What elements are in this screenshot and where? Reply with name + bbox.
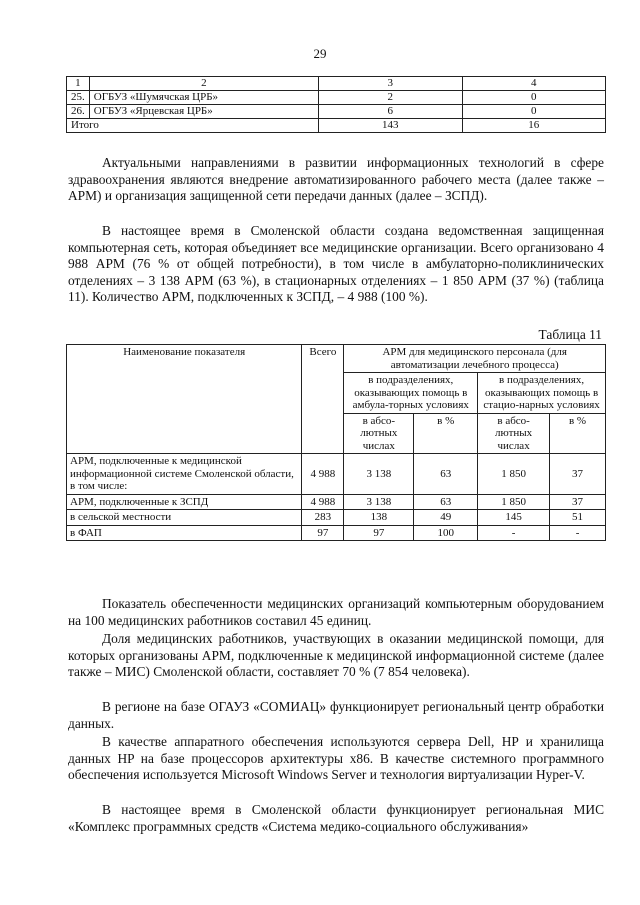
indicator-name: в ФАП xyxy=(67,525,302,541)
total-value: 4 988 xyxy=(302,494,344,510)
stationary-abs-value: 1 850 xyxy=(478,454,550,495)
ambulatory-pct-header: в % xyxy=(414,413,478,454)
facility-name: ОГБУЗ «Ярцевская ЦРБ» xyxy=(89,105,318,119)
paragraph-7: В настоящее время в Смоленской области функционирует региональная МИС «Комплекс программных средств «Система медико-социального обслуживания» xyxy=(68,802,604,834)
indicator-name: АРМ, подключенные к медицинской информационной системе Смоленской области, в том числе: xyxy=(67,454,302,495)
stationary-pct-value: 37 xyxy=(550,454,606,495)
ambulatory-abs-header: в абсо-лютных числах xyxy=(344,413,414,454)
total-col-4: 16 xyxy=(462,119,605,133)
col-3-header: 3 xyxy=(319,77,462,91)
total-label: Итого xyxy=(67,119,319,133)
col-1-header: 1 xyxy=(67,77,90,91)
total-value: 97 xyxy=(302,525,344,541)
table-11-caption: Таблица 11 xyxy=(538,327,602,342)
ambulatory-pct-value: 63 xyxy=(414,494,478,510)
value-col-4: 0 xyxy=(462,91,605,105)
value-col-3: 2 xyxy=(319,91,462,105)
total-col-3: 143 xyxy=(319,119,462,133)
value-col-4: 0 xyxy=(462,105,605,119)
stationary-abs-value: - xyxy=(478,525,550,541)
total-value: 4 988 xyxy=(302,454,344,495)
indicator-header: Наименование показателя xyxy=(67,345,302,454)
row-number: 25. xyxy=(67,91,90,105)
stationary-abs-header: в абсо-лютных числах xyxy=(478,413,550,454)
stationary-abs-value: 1 850 xyxy=(478,494,550,510)
ambulatory-abs-value: 97 xyxy=(344,525,414,541)
table-row xyxy=(67,525,606,541)
stationary-pct-value: 37 xyxy=(550,494,606,510)
table-row xyxy=(67,454,606,495)
col-2-header: 2 xyxy=(89,77,318,91)
ambulatory-pct-value: 49 xyxy=(414,510,478,526)
ambulatory-pct-value: 100 xyxy=(414,525,478,541)
ambulatory-abs-value: 3 138 xyxy=(344,494,414,510)
stationary-header: в подразделениях, оказывающих помощь в стацио-нарных условиях xyxy=(478,373,606,414)
page-number: 29 xyxy=(313,46,327,61)
total-value: 283 xyxy=(302,510,344,526)
ambulatory-abs-value: 138 xyxy=(344,510,414,526)
facilities-table-continuation xyxy=(66,76,606,133)
stationary-pct-value: 51 xyxy=(550,510,606,526)
ambulatory-header: в подразделениях, оказывающих помощь в амбула-торных условиях xyxy=(344,373,478,414)
indicator-name: в сельской местности xyxy=(67,510,302,526)
table-row xyxy=(67,105,606,119)
table-row xyxy=(67,91,606,105)
value-col-3: 6 xyxy=(319,105,462,119)
table-row xyxy=(67,494,606,510)
stationary-pct-value: - xyxy=(550,525,606,541)
ambulatory-pct-value: 63 xyxy=(414,454,478,495)
paragraph-6: В качестве аппаратного обеспечения используются сервера Dell, HP и хранилища данных HP на базе процессоров архитектуры x86. В качестве системного программного обеспечения используется Microsoft Windows Server и технология виртуализации Hyper-V. xyxy=(68,734,604,783)
col-4-header: 4 xyxy=(462,77,605,91)
indicator-name: АРМ, подключенные к ЗСПД xyxy=(67,494,302,510)
stationary-pct-header: в % xyxy=(550,413,606,454)
table-row xyxy=(67,510,606,526)
paragraph-1: Актуальными направлениями в развитии информационных технологий в сфере здравоохранения являются внедрение автоматизированного рабочего места (далее также – АРМ) и организация защищенной сети передачи данных (далее – ЗСПД). xyxy=(68,155,604,204)
table-header-row xyxy=(67,77,606,91)
facility-name: ОГБУЗ «Шумячская ЦРБ» xyxy=(89,91,318,105)
paragraph-2: В настоящее время в Смоленской области создана ведомственная защищенная компьютерная сеть, которая объединяет все медицинские организации. Всего организовано 4 988 АРМ (76 % от общей потребности), в том числе в амбулаторно-поликлинических отделениях – 3 138 АРМ (63 %), в стационарных отделениях – 1 850 АРМ (37 %) (таблица 11). Количество АРМ, подключенных к ЗСПД, – 4 988 (100 %). xyxy=(68,223,604,305)
paragraph-4: Доля медицинских работников, участвующих в оказании медицинской помощи, для которых организованы АРМ, подключенные к медицинской информационной системе (далее также – МИС) Смоленской области, составляет 70 % (7 854 человека). xyxy=(68,631,604,680)
ambulatory-abs-value: 3 138 xyxy=(344,454,414,495)
paragraph-3: Показатель обеспеченности медицинских организаций компьютерным оборудованием на 100 медицинских работников составил 45 единиц. xyxy=(68,596,604,628)
total-header: Всего xyxy=(302,345,344,454)
table-11 xyxy=(66,344,606,541)
total-row xyxy=(67,119,606,133)
arm-group-header: АРМ для медицинского персонала (для автоматизации лечебного процесса) xyxy=(344,345,606,373)
paragraph-5: В регионе на базе ОГАУЗ «СОМИАЦ» функционирует региональный центр обработки данных. xyxy=(68,699,604,731)
stationary-abs-value: 145 xyxy=(478,510,550,526)
row-number: 26. xyxy=(67,105,90,119)
